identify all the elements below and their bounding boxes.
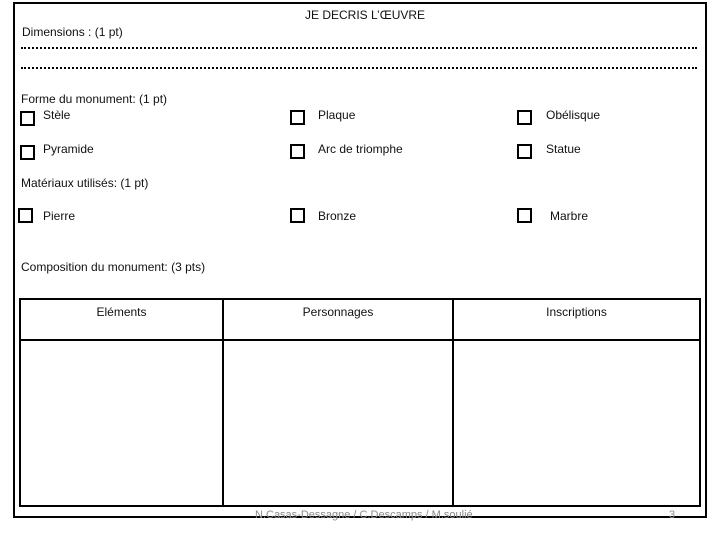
checkbox-plaque[interactable] [290,110,305,125]
dotted-answer-line-2 [21,67,697,69]
option-bronze: Bronze [318,209,357,223]
materiaux-label: Matériaux utilisés: (1 pt) [21,176,149,190]
checkbox-stele[interactable] [20,111,35,126]
checkbox-marbre[interactable] [517,208,532,223]
checkbox-arc-de-triomphe[interactable] [290,144,305,159]
option-marbre: Marbre [550,209,589,223]
option-plaque: Plaque [318,108,356,122]
composition-table [19,298,701,507]
column-header-personnages: Personnages [302,305,374,319]
checkbox-obelisque[interactable] [517,110,532,125]
footer-authors: N.Casas-Dessagne / C.Descamps / M.soulié [255,509,473,521]
checkbox-pierre[interactable] [18,208,33,223]
dimensions-label: Dimensions : (1 pt) [22,25,123,39]
checkbox-pyramide[interactable] [20,145,35,160]
dotted-answer-line-1 [21,47,697,49]
page-number: 3 [669,509,676,521]
option-pyramide: Pyramide [43,142,94,156]
page-title: JE DECRIS L’ŒUVRE [305,8,426,22]
checkbox-bronze[interactable] [290,208,305,223]
column-header-elements: Eléments [96,305,147,319]
cell-personnages[interactable] [224,341,452,505]
forme-label: Forme du monument: (1 pt) [21,92,168,106]
column-header-inscriptions: Inscriptions [546,305,607,319]
option-arc-de-triomphe: Arc de triomphe [318,142,403,156]
option-pierre: Pierre [43,209,76,223]
cell-elements[interactable] [21,341,222,505]
option-stele: Stèle [43,108,71,122]
option-statue: Statue [546,142,581,156]
composition-label: Composition du monument: (3 pts) [21,260,206,274]
option-obelisque: Obélisque [546,108,601,122]
checkbox-statue[interactable] [517,144,532,159]
cell-inscriptions[interactable] [454,341,699,505]
